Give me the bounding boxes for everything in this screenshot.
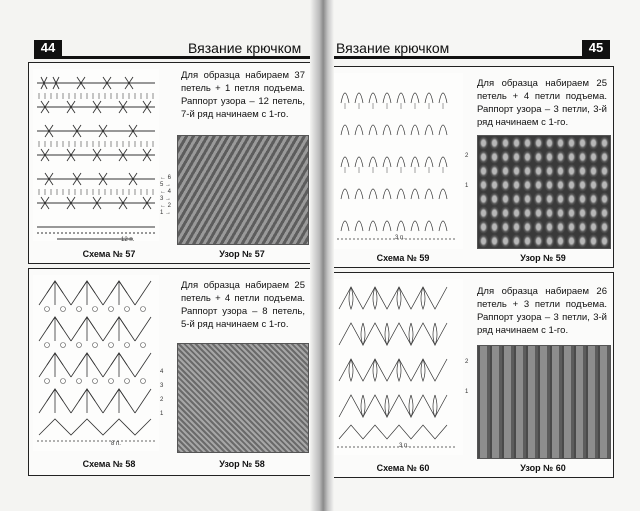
pattern-description: Для образца набираем 25 петель + 4 петли подъема. Раппорт узора – 3 петли, 3-й ряд начинаем с 1-го.: [477, 78, 607, 128]
header-rule: [34, 56, 310, 59]
crochet-chart-59: [333, 73, 463, 249]
page-header-title: Вязание крючком: [336, 40, 450, 56]
pattern-block-60: [328, 272, 614, 478]
knitted-sample-photo: [477, 135, 611, 249]
scheme-caption: Схема № 59: [376, 253, 430, 263]
knitted-sample-photo: [177, 135, 309, 245]
knitted-sample-photo: [177, 343, 309, 453]
left-page: [0, 0, 318, 511]
row-numbers: ← 6 5 → ← 4 3 → ← 2 1 →: [160, 175, 172, 216]
knitted-sample-photo: [477, 345, 611, 459]
pattern-caption: Узор № 57: [219, 249, 265, 259]
repeat-label: 3 п.: [399, 443, 409, 449]
row-numbers: 2 1: [465, 359, 469, 395]
crochet-chart-57: [33, 69, 159, 241]
right-page: [322, 0, 640, 511]
repeat-label: 12 п.: [121, 237, 135, 243]
pattern-block-57: [28, 62, 312, 264]
repeat-label: 3 п.: [395, 235, 405, 241]
scheme-caption: Схема № 60: [376, 463, 430, 473]
pattern-caption: Узор № 59: [520, 253, 566, 263]
scheme-caption: Схема № 57: [82, 249, 136, 259]
pattern-caption: Узор № 60: [520, 463, 566, 473]
pattern-description: Для образца набираем 25 петель + 4 петли подъема. Раппорт узора – 8 петель, 5-й ряд начинаем с 1-го.: [181, 280, 305, 330]
pattern-block-59: [328, 66, 614, 268]
page-number: 44: [34, 40, 62, 56]
header-rule: [328, 56, 610, 59]
crochet-chart-60: [333, 279, 463, 455]
crochet-chart-58: [33, 275, 159, 451]
repeat-label: 8 п.: [111, 441, 121, 447]
page-header-title: Вязание крючком: [188, 40, 302, 56]
page-number: 45: [582, 40, 610, 56]
book-gutter: [310, 0, 334, 511]
row-numbers: 4 3 2 1: [160, 369, 164, 417]
scheme-caption: Схема № 58: [82, 459, 136, 469]
pattern-caption: Узор № 58: [219, 459, 265, 469]
row-numbers: 2 1: [465, 153, 469, 189]
pattern-description: Для образца набираем 37 петель + 1 петля подъема. Раппорт узора – 12 петель, 7-й ряд начинаем с 1-го.: [181, 70, 305, 120]
pattern-block-58: [28, 268, 312, 476]
pattern-description: Для образца набираем 26 петель + 3 петли подъема. Раппорт узора – 3 петли, 3-й ряд начинаем с 1-го.: [477, 286, 607, 336]
